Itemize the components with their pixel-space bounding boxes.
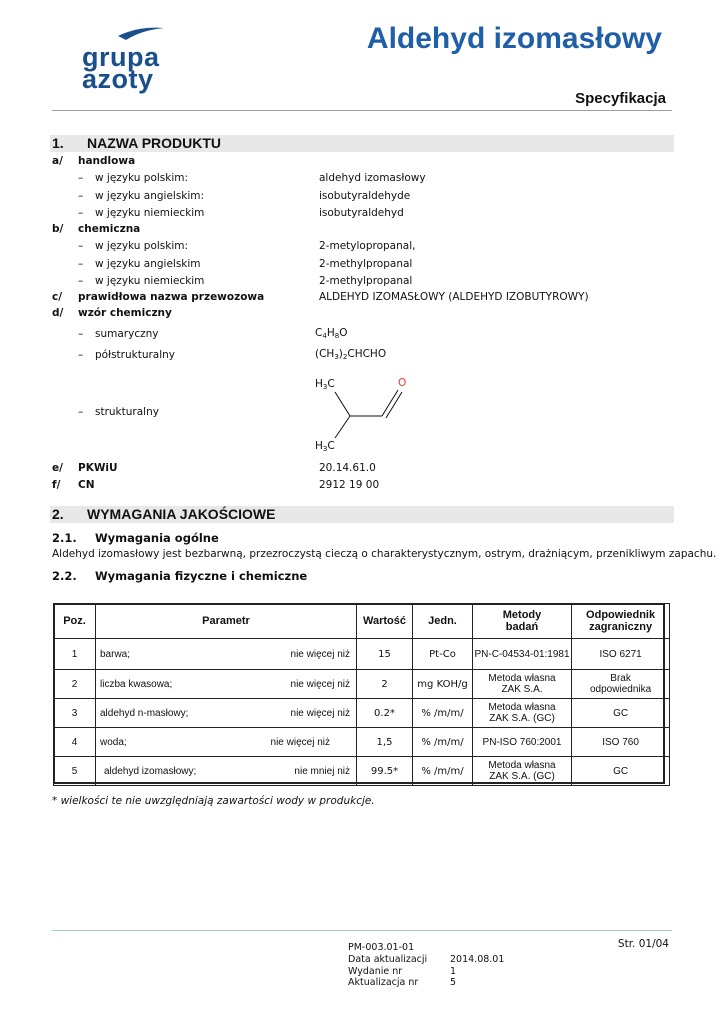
formula-semi-label: półstrukturalny bbox=[95, 349, 176, 361]
footer-value-edition: 1 bbox=[450, 966, 457, 977]
section-1-title: NAZWA PRODUKTU bbox=[87, 135, 222, 151]
subsection-2-2-title: Wymagania fizyczne i chemiczne bbox=[95, 569, 308, 583]
cell-value: 2 bbox=[357, 670, 413, 699]
table-row bbox=[54, 757, 670, 786]
param-name: liczba kwasowa; bbox=[100, 678, 173, 690]
header-poz: Poz. bbox=[54, 604, 96, 639]
cell-foreign: Brak odpowiednika bbox=[572, 670, 670, 699]
table-row bbox=[54, 699, 670, 728]
dash-marker: – bbox=[78, 190, 84, 202]
item-e-label: e/ bbox=[52, 462, 63, 474]
item-b-value-de: 2-methylpropanal bbox=[319, 275, 413, 287]
item-c-title: prawidłowa nazwa przewozowa bbox=[78, 291, 265, 303]
item-e-value: 20.14.61.0 bbox=[319, 462, 376, 474]
item-d-title: wzór chemiczny bbox=[78, 307, 172, 319]
cell-param bbox=[96, 757, 357, 786]
cell-value: 15 bbox=[357, 639, 413, 670]
cell-method: Metoda własna ZAK S.A. bbox=[473, 670, 572, 699]
formula-struct-label: strukturalny bbox=[95, 406, 159, 418]
dash-marker: – bbox=[78, 275, 84, 287]
cell-poz: 1 bbox=[54, 639, 96, 670]
page-number: Str. 01/04 bbox=[617, 938, 669, 950]
param-name: woda; bbox=[100, 736, 127, 748]
item-b-value-pl: 2-metylopropanal, bbox=[319, 240, 416, 252]
item-a-lang-pl: w języku polskim: bbox=[95, 172, 189, 184]
footer-label-update: Aktualizacja nr bbox=[348, 977, 419, 988]
item-a-value-pl: aldehyd izomasłowy bbox=[319, 172, 426, 184]
item-a-value-en: isobutyraldehyde bbox=[319, 190, 411, 202]
param-limit: nie więcej niż bbox=[290, 678, 350, 690]
struct-oxygen: O bbox=[398, 377, 407, 389]
table-row bbox=[54, 670, 670, 699]
footer-label-date: Data aktualizacji bbox=[348, 954, 428, 965]
footer-value-update: 5 bbox=[450, 977, 457, 988]
logo-word-bottom: azoty bbox=[82, 64, 154, 94]
cell-value: 0.2* bbox=[357, 699, 413, 728]
subsection-2-1-number: 2.1. bbox=[52, 531, 77, 545]
table-header-row bbox=[54, 604, 670, 639]
cell-foreign: GC bbox=[572, 757, 670, 786]
grupa-azoty-logo bbox=[60, 14, 196, 100]
item-a-lang-en: w języku angielskim: bbox=[95, 190, 205, 202]
item-b-lang-de: w języku niemieckim bbox=[95, 275, 205, 287]
item-b-label: b/ bbox=[52, 223, 64, 235]
cell-foreign: ISO 6271 bbox=[572, 639, 670, 670]
cell-unit: mg KOH/g bbox=[413, 670, 473, 699]
cell-unit: % /m/m/ bbox=[413, 699, 473, 728]
header-odpowiednik: Odpowiednik zagraniczny bbox=[572, 604, 670, 639]
cell-unit: % /m/m/ bbox=[413, 728, 473, 757]
item-f-title: CN bbox=[78, 479, 95, 491]
cell-method: PN-C-04534-01:1981 bbox=[473, 639, 572, 670]
param-limit: nie więcej niż bbox=[270, 736, 330, 748]
cell-poz: 2 bbox=[54, 670, 96, 699]
item-a-value-de: isobutyraldehyd bbox=[319, 207, 404, 219]
cell-method: Metoda własna ZAK S.A. (GC) bbox=[473, 757, 572, 786]
cell-param bbox=[96, 639, 357, 670]
cell-method: PN-ISO 760:2001 bbox=[473, 728, 572, 757]
cell-unit: % /m/m/ bbox=[413, 757, 473, 786]
item-b-lang-pl: w języku polskim: bbox=[95, 240, 189, 252]
logo-word-top: grupa bbox=[82, 42, 160, 72]
cell-param bbox=[96, 699, 357, 728]
cell-foreign: GC bbox=[572, 699, 670, 728]
item-c-value: ALDEHYD IZOMASŁOWY (ALDEHYD IZOBUTYROWY) bbox=[319, 291, 589, 303]
document-title: Aldehyd izomasłowy bbox=[366, 22, 662, 55]
struct-ch3-top: $H_3C$ bbox=[315, 378, 335, 391]
param-name: barwa; bbox=[100, 648, 131, 660]
section-2-title: WYMAGANIA JAKOŚCIOWE bbox=[87, 506, 276, 522]
header-jedn: Jedn. bbox=[413, 604, 473, 639]
item-a-label: a/ bbox=[52, 155, 63, 167]
general-requirements-text: Aldehyd izomasłowy jest bezbarwną, przezroczystą cieczą o charakterystycznym, ostrym, drażniącym, przenikliwym zapachu. bbox=[52, 548, 717, 560]
cell-param bbox=[96, 728, 357, 757]
cell-foreign: ISO 760 bbox=[572, 728, 670, 757]
document-code: PM-003.01-01 bbox=[348, 942, 415, 953]
table-row bbox=[54, 728, 670, 757]
cell-unit: Pt-Co bbox=[413, 639, 473, 670]
dash-marker: – bbox=[78, 207, 84, 219]
item-f-label: f/ bbox=[52, 479, 61, 491]
formula-semi-value: $(CH_3)_2CHCHO$ bbox=[315, 348, 387, 361]
dash-marker: – bbox=[78, 240, 84, 252]
footer-divider bbox=[52, 930, 672, 931]
item-b-title: chemiczna bbox=[78, 223, 141, 235]
subsection-2-2-number: 2.2. bbox=[52, 569, 77, 583]
footer-value-date: 2014.08.01 bbox=[450, 954, 505, 965]
header-divider bbox=[52, 110, 672, 111]
formula-sum-value: $C_4H_8O$ bbox=[315, 327, 348, 340]
cell-poz: 5 bbox=[54, 757, 96, 786]
dash-marker: – bbox=[78, 172, 84, 184]
footer-label-edition: Wydanie nr bbox=[348, 966, 403, 977]
table-row bbox=[54, 639, 670, 670]
document-subtitle: Specyfikacja bbox=[575, 90, 666, 107]
cell-method: Metoda własna ZAK S.A. (GC) bbox=[473, 699, 572, 728]
item-e-title: PKWiU bbox=[78, 462, 118, 474]
item-b-lang-en: w języku angielskim bbox=[95, 258, 201, 270]
section-1-number: 1. bbox=[52, 135, 64, 151]
item-f-value: 2912 19 00 bbox=[319, 479, 380, 491]
dash-marker: – bbox=[78, 349, 84, 361]
structural-formula-bonds bbox=[310, 370, 420, 460]
table-footnote: * wielkości te nie uwzględniają zawartości wody w produkcje. bbox=[52, 795, 375, 807]
header-metody: Metody badań bbox=[473, 604, 572, 639]
subsection-2-1-title: Wymagania ogólne bbox=[95, 531, 219, 545]
item-a-title: handlowa bbox=[78, 155, 136, 167]
param-limit: nie więcej niż bbox=[290, 648, 350, 660]
item-c-label: c/ bbox=[52, 291, 63, 303]
formula-sum-label: sumaryczny bbox=[95, 328, 159, 340]
cell-value: 1,5 bbox=[357, 728, 413, 757]
item-b-value-en: 2-methylpropanal bbox=[319, 258, 413, 270]
section-2-number: 2. bbox=[52, 506, 64, 522]
param-limit: nie więcej niż bbox=[290, 707, 350, 719]
dash-marker: – bbox=[78, 328, 84, 340]
param-name: aldehyd n-masłowy; bbox=[100, 707, 189, 719]
struct-ch3-bottom: $H_3C$ bbox=[315, 440, 335, 453]
cell-poz: 4 bbox=[54, 728, 96, 757]
header-parametr: Parametr bbox=[96, 604, 357, 639]
item-d-label: d/ bbox=[52, 307, 64, 319]
item-a-lang-de: w języku niemieckim bbox=[95, 207, 205, 219]
param-limit: nie mniej niż bbox=[294, 765, 350, 777]
header-wartosc: Wartość bbox=[357, 604, 413, 639]
param-name: aldehyd izomasłowy; bbox=[104, 765, 197, 777]
cell-value: 99.5* bbox=[357, 757, 413, 786]
cell-poz: 3 bbox=[54, 699, 96, 728]
cell-param bbox=[96, 670, 357, 699]
requirements-table bbox=[53, 603, 670, 786]
dash-marker: – bbox=[78, 258, 84, 270]
dash-marker: – bbox=[78, 406, 84, 418]
